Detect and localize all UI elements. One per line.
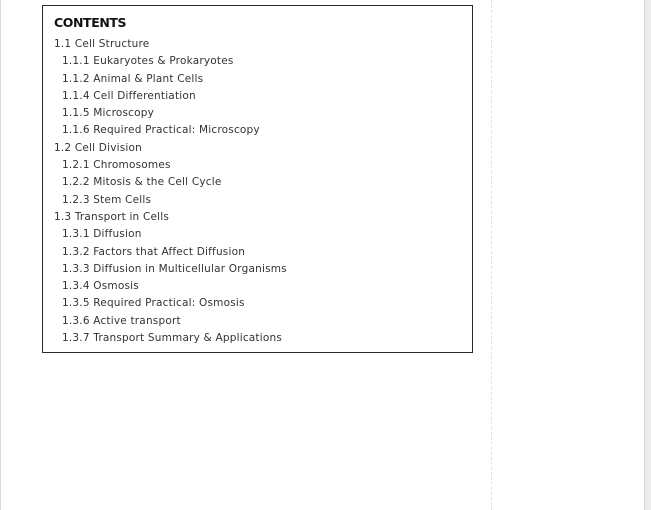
toc-link[interactable]: 1.3.4 Osmosis	[62, 280, 139, 293]
toc-link[interactable]: 1.3.3 Diffusion in Multicellular Organisms	[62, 262, 287, 275]
toc-link[interactable]: 1.1.4 Cell Differentiation	[62, 89, 196, 102]
toc-link[interactable]: 1.1.5 Microscopy	[62, 107, 155, 120]
page-left-edge	[0, 0, 1, 510]
toc-link[interactable]: 1.2.1 Chromosomes	[62, 159, 171, 172]
toc-link[interactable]: 1.3 Transport in Cells	[54, 210, 170, 223]
toc-link[interactable]: 1.3.7 Transport Summary & Applications	[62, 332, 283, 345]
contents-list	[54, 36, 472, 347]
toc-link[interactable]: 1.3.5 Required Practical: Osmosis	[62, 297, 245, 310]
toc-link[interactable]: 1.3.6 Active transport	[62, 314, 181, 327]
toc-link[interactable]: 1.1.6 Required Practical: Microscopy	[62, 124, 260, 137]
toc-link[interactable]: 1.1.1 Eukaryotes & Prokaryotes	[62, 55, 234, 68]
scrollbar-track[interactable]	[644, 0, 651, 510]
contents-heading: CONTENTS	[54, 15, 127, 30]
toc-link[interactable]: 1.3.2 Factors that Affect Diffusion	[62, 245, 246, 258]
toc-link[interactable]: 1.2 Cell Division	[54, 141, 142, 154]
toc-link[interactable]: 1.2.2 Mitosis & the Cell Cycle	[62, 176, 222, 189]
toc-link[interactable]: 1.3.1 Diffusion	[62, 228, 142, 241]
toc-link[interactable]: 1.1 Cell Structure	[54, 38, 150, 50]
column-divider	[491, 0, 492, 510]
toc-link[interactable]: 1.2.3 Stem Cells	[62, 193, 152, 206]
table-of-contents	[42, 5, 473, 353]
toc-link[interactable]: 1.1.2 Animal & Plant Cells	[62, 72, 204, 85]
